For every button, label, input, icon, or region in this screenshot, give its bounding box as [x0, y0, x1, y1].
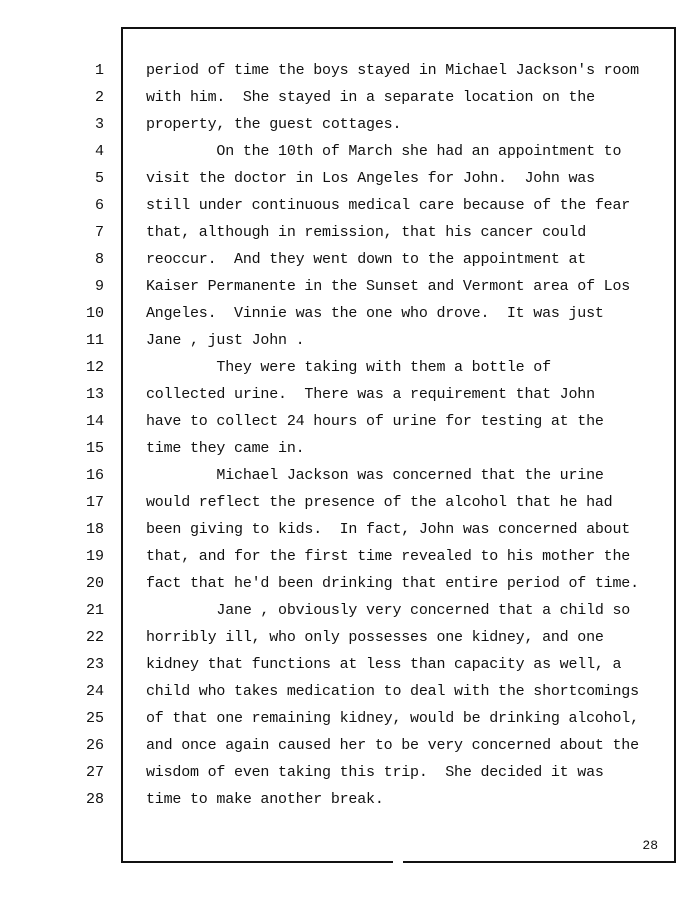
line-number: 1 — [94, 62, 104, 79]
transcript-line: child who takes medication to deal with the shortcomings — [146, 683, 639, 700]
transcript-line: time to make another break. — [146, 791, 384, 808]
transcript-line: kidney that functions at less than capacity as well, a — [146, 656, 622, 673]
line-number: 3 — [94, 116, 104, 133]
line-number: 15 — [85, 440, 104, 457]
transcript-line: On the 10th of March she had an appointment to — [146, 143, 622, 160]
line-number: 16 — [85, 467, 104, 484]
line-number: 18 — [85, 521, 104, 538]
line-number: 11 — [85, 332, 104, 349]
line-number: 13 — [85, 386, 104, 403]
line-number: 10 — [85, 305, 104, 322]
transcript-line: that, and for the first time revealed to his mother the — [146, 548, 631, 565]
line-number: 20 — [85, 575, 104, 592]
transcript-line: time they came in. — [146, 440, 305, 457]
line-number: 24 — [85, 683, 104, 700]
page-border-right — [674, 27, 676, 863]
transcript-line: that, although in remission, that his cancer could — [146, 224, 587, 241]
line-number: 23 — [85, 656, 104, 673]
line-number: 25 — [85, 710, 104, 727]
page-number: 28 — [642, 838, 658, 853]
transcript-line: property, the guest cottages. — [146, 116, 402, 133]
transcript-line: Jane , just John . — [146, 332, 305, 349]
transcript-line: reoccur. And they went down to the appointment at — [146, 251, 587, 268]
line-number: 5 — [94, 170, 104, 187]
transcript-line: collected urine. There was a requirement that John — [146, 386, 595, 403]
transcript-line: and once again caused her to be very concerned about the — [146, 737, 639, 754]
line-number: 26 — [85, 737, 104, 754]
line-number: 7 — [94, 224, 104, 241]
page-border-bottom-right — [403, 861, 676, 863]
transcript-line: visit the doctor in Los Angeles for John. John was — [146, 170, 595, 187]
line-number: 22 — [85, 629, 104, 646]
transcript-line: wisdom of even taking this trip. She decided it was — [146, 764, 604, 781]
line-number: 14 — [85, 413, 104, 430]
transcript-line: They were taking with them a bottle of — [146, 359, 551, 376]
transcript-line: would reflect the presence of the alcohol that he had — [146, 494, 613, 511]
line-number: 6 — [94, 197, 104, 214]
page-border-left — [121, 27, 123, 863]
transcript-line: fact that he'd been drinking that entire period of time. — [146, 575, 639, 592]
line-number: 28 — [85, 791, 104, 808]
line-number: 17 — [85, 494, 104, 511]
line-number-column — [60, 57, 110, 813]
line-number: 8 — [94, 251, 104, 268]
transcript-line: Kaiser Permanente in the Sunset and Vermont area of Los — [146, 278, 631, 295]
line-number: 21 — [85, 602, 104, 619]
line-number: 2 — [94, 89, 104, 106]
transcript-line: period of time the boys stayed in Michael Jackson's room — [146, 62, 639, 79]
transcript-line: with him. She stayed in a separate location on the — [146, 89, 595, 106]
transcript-line: of that one remaining kidney, would be drinking alcohol, — [146, 710, 639, 727]
transcript-line: horribly ill, who only possesses one kidney, and one — [146, 629, 604, 646]
transcript-line: Michael Jackson was concerned that the urine — [146, 467, 604, 484]
transcript-line: have to collect 24 hours of urine for testing at the — [146, 413, 604, 430]
line-number: 19 — [85, 548, 104, 565]
page-border-top — [121, 27, 676, 29]
line-number: 12 — [85, 359, 104, 376]
transcript-line: Jane , obviously very concerned that a child so — [146, 602, 631, 619]
line-number: 9 — [94, 278, 104, 295]
transcript-line: still under continuous medical care because of the fear — [146, 197, 631, 214]
transcript-line: been giving to kids. In fact, John was concerned about — [146, 521, 631, 538]
page-border-bottom-left — [121, 861, 393, 863]
transcript-line: Angeles. Vinnie was the one who drove. It was just — [146, 305, 604, 322]
transcript-text — [146, 57, 666, 813]
line-number: 4 — [94, 143, 104, 160]
line-number: 27 — [85, 764, 104, 781]
